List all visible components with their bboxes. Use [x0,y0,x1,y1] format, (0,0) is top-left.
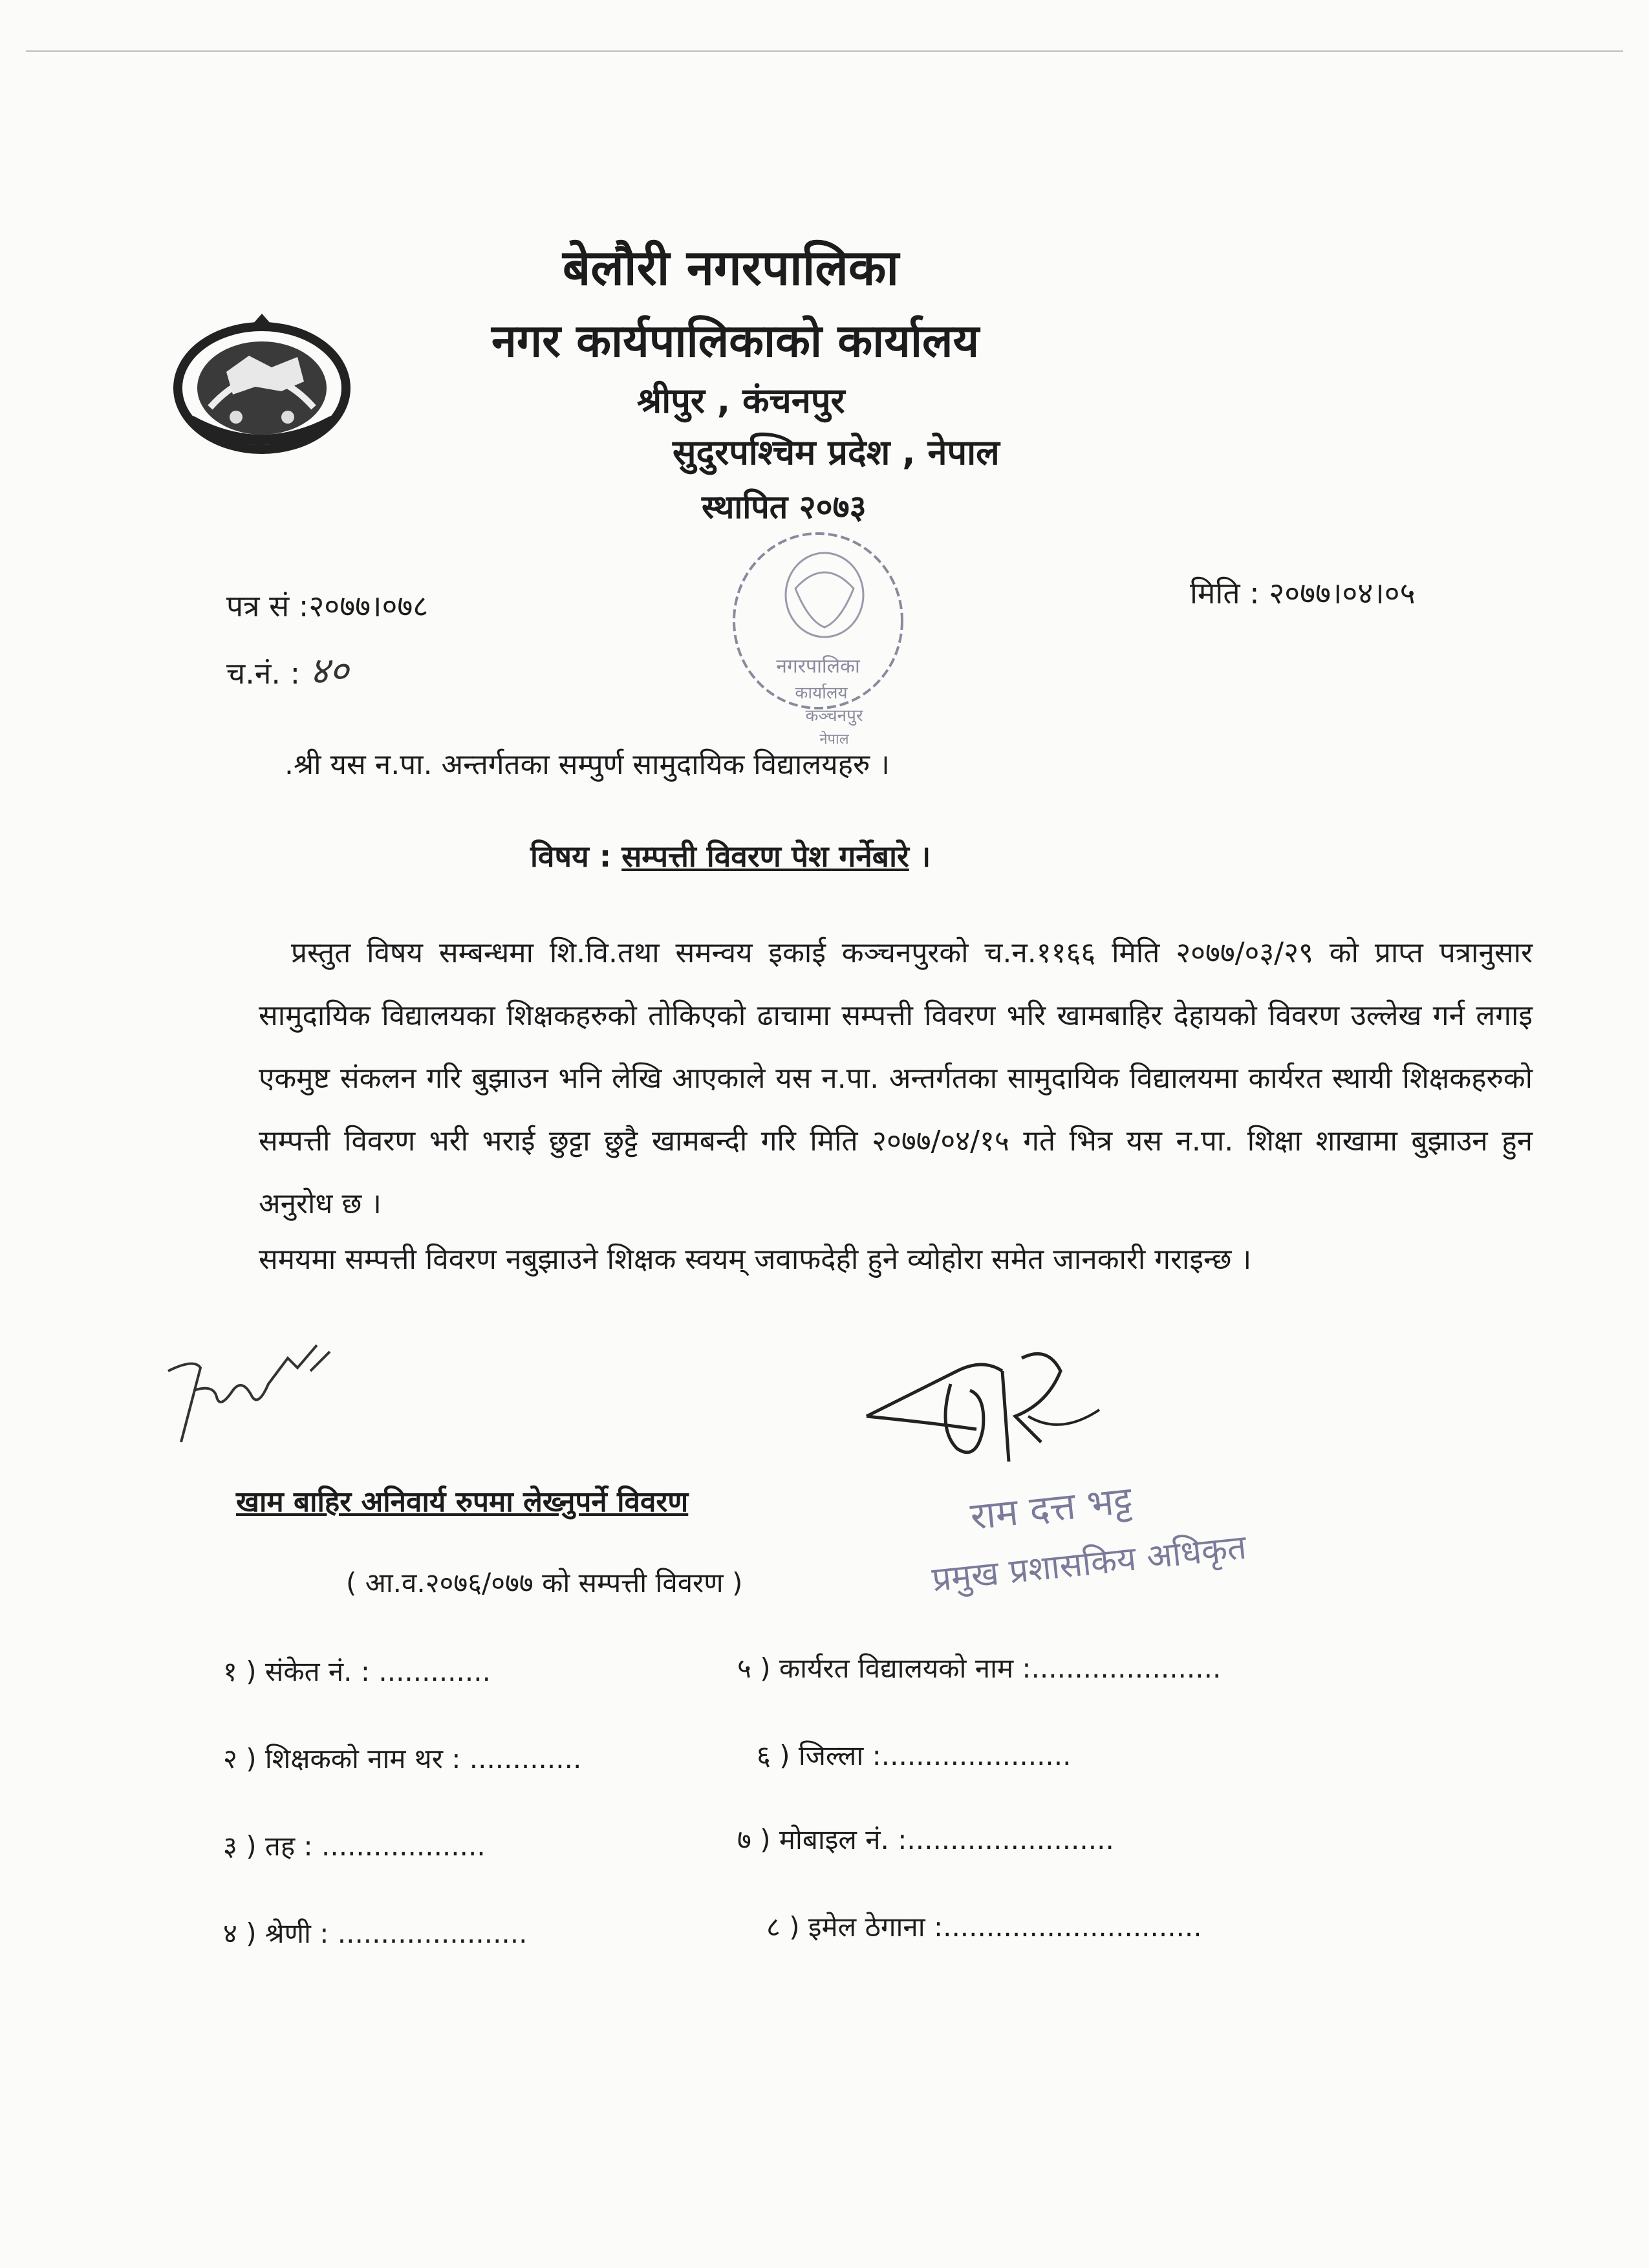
field-teacher-name: २ ) शिक्षकको नाम थर : ............. [223,1743,582,1775]
field-school-name: ५ ) कार्यरत विद्यालयको नाम :...................... [737,1652,1222,1684]
dispatch-value-handwritten: ४० [309,649,349,693]
initials-signature [155,1332,343,1462]
dispatch-label: च.नं. : [226,656,301,691]
field-district: ६ ) जिल्ला :...................... [757,1740,1072,1771]
letter-number: पत्र सं :२०७७।०७८ [226,589,429,623]
svg-text:कार्यालय: कार्यालय [795,684,848,703]
page-top-edge [26,50,1623,52]
field-grade: ४ ) श्रेणी : ...................... [223,1917,528,1949]
office-location: श्रीपुर , कंचनपुर [637,380,845,421]
subject-label: विषय : [530,839,612,874]
svg-text:नेपाल: नेपाल [819,731,849,748]
letter-date: मिति : २०७७।०४।०५ [1190,576,1416,610]
nepal-emblem-logo [165,310,359,459]
field-email: ८ ) इमेल ठेगाना :.............................. [766,1911,1202,1943]
envelope-heading: खाम बाहिर अनिवार्य रुपमा लेख्नुपर्ने विवरण [236,1485,689,1518]
body-paragraph-text: प्रस्तुत विषय सम्बन्धमा शि.वि.तथा समन्वय इकाई कञ्चनपुरको च.न.११६६ मिति २०७७/०३/२९ को प्राप्त पत्रानुसार सामुदायिक विद्यालयका शिक्षकहरुको तोकिएको ढाचामा सम्पत्ती विवरण भरि खामबाहिर देहायको विवरण उल्लेख गर्न लगाइ एकमुष्ट संकलन गरि बुझाउन भनि लेखि आएकाले यस न.पा. अन्तर्गतका सामुदायिक विद्यालयमा कार्यरत स्थायी शिक्षकहरुको सम्पत्ती विवरण भरी भराई छुट्टा छुट्टै खामबन्दी गरि मिति २०७७/०४/१५ गते भित्र यस न.पा. शिक्षा शाखामा बुझाउन हुन अनुरोध छ । [259,936,1533,1220]
established-year: स्थापित २०७३ [702,488,867,526]
field-code-number: १ ) संकेत नं. : ............. [223,1656,491,1687]
svg-text:कञ्चनपुर: कञ्चनपुर [805,706,863,726]
field-mobile: ७ ) मोबाइल नं. :........................ [737,1824,1114,1855]
office-name: नगर कार्यपालिकाको कार्यालय [491,314,980,367]
svg-text:नगरपालिका: नगरपालिका [776,655,860,678]
recipient: .श्री यस न.पा. अन्तर्गतका सम्पुर्ण सामुदायिक विद्यालयहरु । [285,748,890,781]
office-seal-stamp [711,524,925,757]
field-level: ३ ) तह : ................... [223,1830,486,1862]
officer-signature [854,1332,1125,1481]
subject-text: सम्पत्ती विवरण पेश गर्नेबारे [621,839,909,874]
officer-name-stamp: राम दत्त भट्ट [968,1478,1134,1539]
body-note: समयमा सम्पत्ती विवरण नबुझाउने शिक्षक स्वयम् जवाफदेही हुने व्योहोरा समेत जानकारी गराइन्छ । [259,1243,1252,1276]
office-province: सुदुरपश्चिम प्रदेश , नेपाल [673,432,1000,473]
fiscal-year-note: ( आ.व.२०७६/०७७ को सम्पत्ती विवरण ) [346,1567,743,1599]
subject-end: । [919,839,931,874]
body-paragraph [259,922,1533,1235]
officer-title-stamp: प्रमुख प्रशासकिय अधिकृत [930,1528,1249,1600]
subject-line [530,836,931,876]
municipality-name: बेलौरी नगरपालिका [563,239,900,296]
dispatch-number-label [226,643,349,695]
